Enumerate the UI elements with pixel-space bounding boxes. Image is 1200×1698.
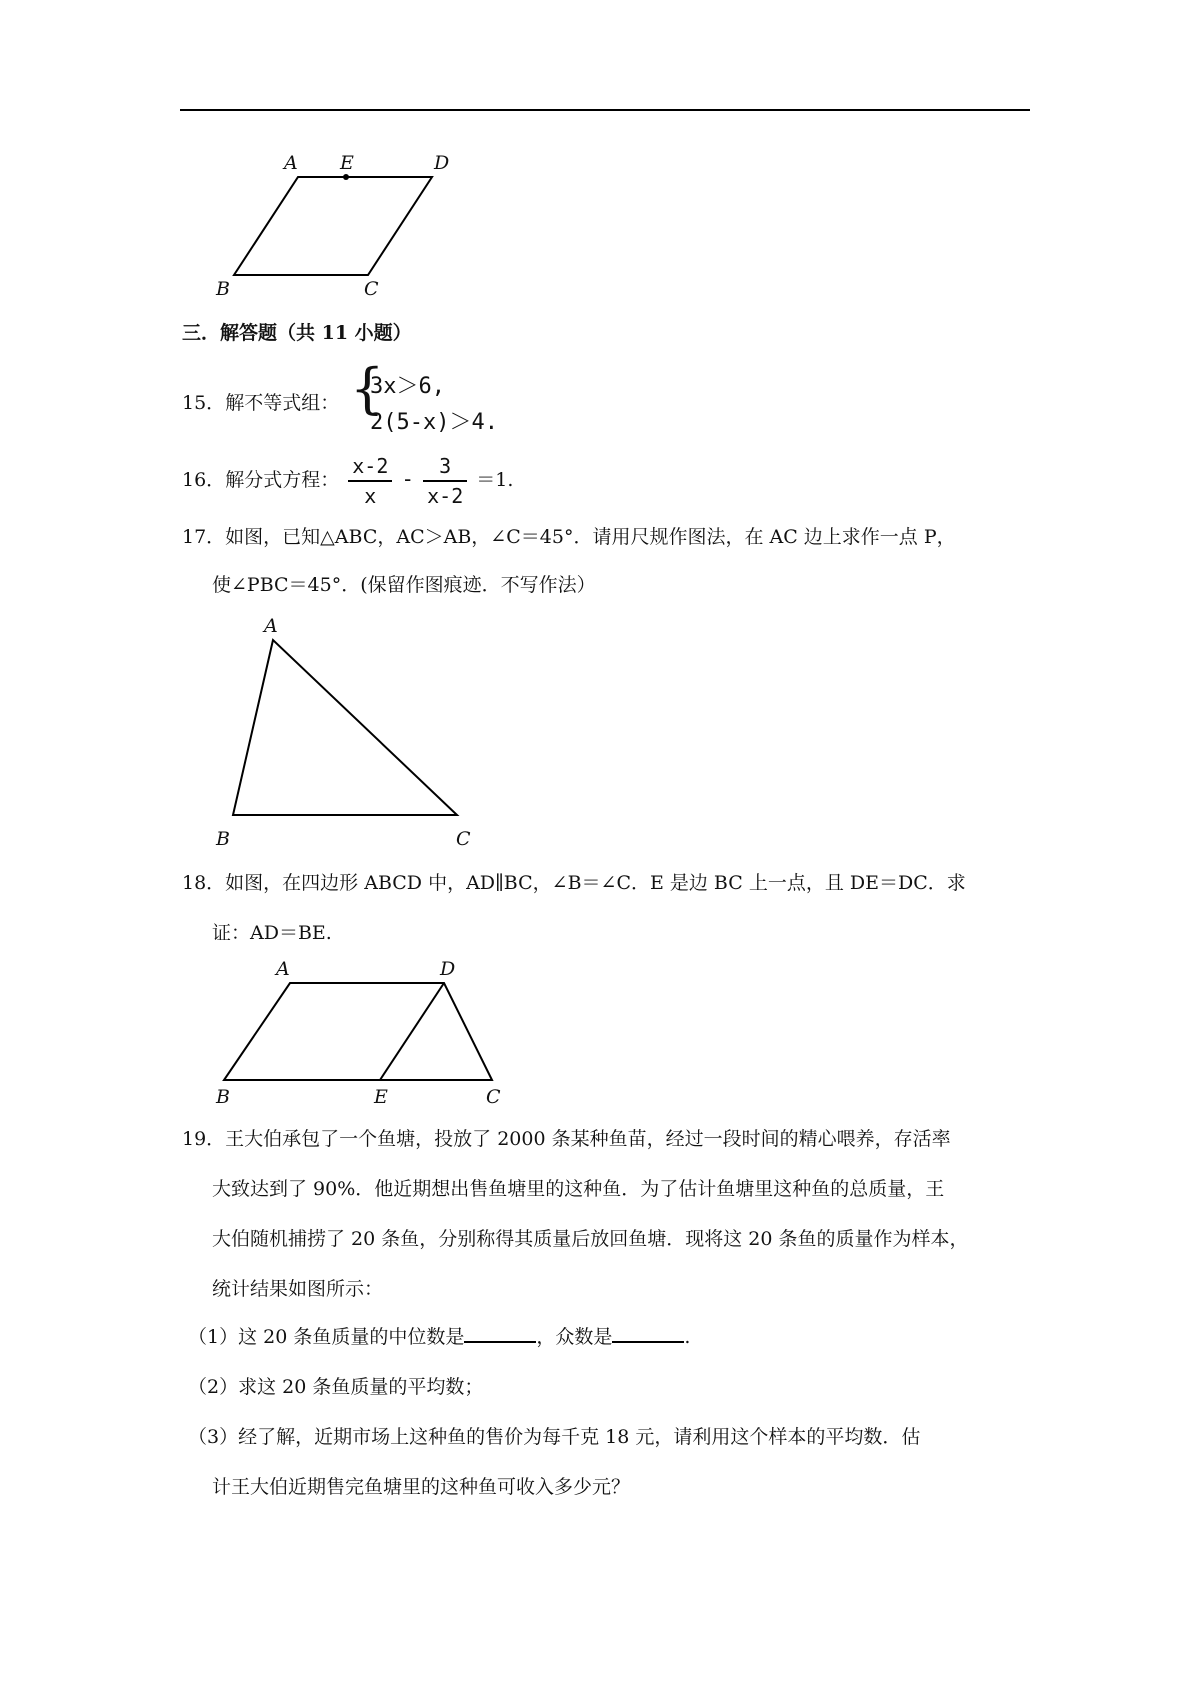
parallelogram-shape [234,177,432,275]
q17-line-1: 17．如图，已知△ABC，AC＞AB，∠C＝45°．请用尺规作图法，在 AC 边上求作一点 P， [182,526,956,548]
q15-brace: { [350,357,385,420]
label-d: D [440,958,456,980]
q19-sub3-line-1: （3）经了解，近期市场上这种鱼的售价为每千克 18 元，请利用这个样本的平均数．估 [188,1426,921,1448]
label-d: D [434,152,450,174]
q16-frac2-numerator: 3 [423,454,467,482]
label-c: C [364,278,379,300]
label-a: A [276,958,290,980]
label-a: A [264,615,278,637]
label-b: B [216,828,230,850]
q19-line-4: 统计结果如图所示： [212,1278,384,1300]
header-rule [180,109,1030,111]
label-c: C [486,1086,501,1105]
q16-text: 解分式方程： [225,469,340,491]
q15-number: 15． [182,392,226,414]
q17-line-2: 使∠PBC＝45°．(保留作图痕迹．不写作法） [212,574,596,596]
segment-de [380,983,444,1080]
q18-line-2: 证：AD＝BE. [212,922,332,944]
q19-line-1: 19．王大伯承包了一个鱼塘，投放了 2000 条某种鱼苗，经过一段时间的精心喂养，存活率 [182,1128,951,1150]
point-e-dot [343,174,349,180]
triangle-abc-figure [200,610,500,855]
q16-frac1-numerator: x-2 [348,454,392,482]
q19-sub1-text-b: ，众数是 [536,1326,613,1348]
q15-prompt [182,388,339,415]
label-a: A [284,152,298,174]
mode-answer-blank [612,1323,684,1343]
label-c: C [456,828,471,850]
label-b: B [216,1086,230,1105]
q16-equation [182,454,513,508]
q19-sub2: （2）求这 20 条鱼质量的平均数； [188,1376,484,1398]
q16-minus: - [401,467,415,491]
q16-frac1-denominator: x [364,484,377,508]
triangle-abc-shape [233,640,457,815]
q16-fraction-1 [348,454,392,508]
q16-number: 16． [182,469,226,491]
q15-text: 解不等式组： [225,392,340,414]
trapezoid-abcd-figure [200,955,520,1105]
q15-inequality-1: 3x＞6, [370,374,445,399]
label-e: E [374,1086,388,1105]
section-title: 三．解答题（共 11 小题） [182,322,412,344]
q16-frac2-denominator: x-2 [427,484,464,508]
median-answer-blank [464,1323,536,1343]
label-e: E [340,152,354,174]
q16-fraction-2 [423,454,467,508]
q18-line-1: 18．如图，在四边形 ABCD 中，AD∥BC，∠B＝∠C．E 是边 BC 上一点，且 DE＝DC．求 [182,872,966,894]
q19-sub1-text-c: . [684,1326,691,1348]
q15-inequality-2: 2(5-x)＞4. [370,410,498,435]
q19-sub3-line-2: 计王大伯近期售完鱼塘里的这种鱼可收入多少元？ [212,1476,631,1498]
trapezoid-shape [224,983,492,1080]
parallelogram-figure [200,145,480,305]
q19-line-2: 大致达到了 90%．他近期想出售鱼塘里的这种鱼．为了估计鱼塘里这种鱼的总质量，王 [212,1178,945,1200]
q19-sub1-text-a: （1）这 20 条鱼质量的中位数是 [188,1326,465,1348]
q19-line-3: 大伯随机捕捞了 20 条鱼，分别称得其质量后放回鱼塘．现将这 20 条鱼的质量作为样本， [212,1228,969,1250]
label-b: B [216,278,230,300]
q19-sub1 [188,1322,690,1349]
q16-equals: ＝1. [476,469,514,491]
